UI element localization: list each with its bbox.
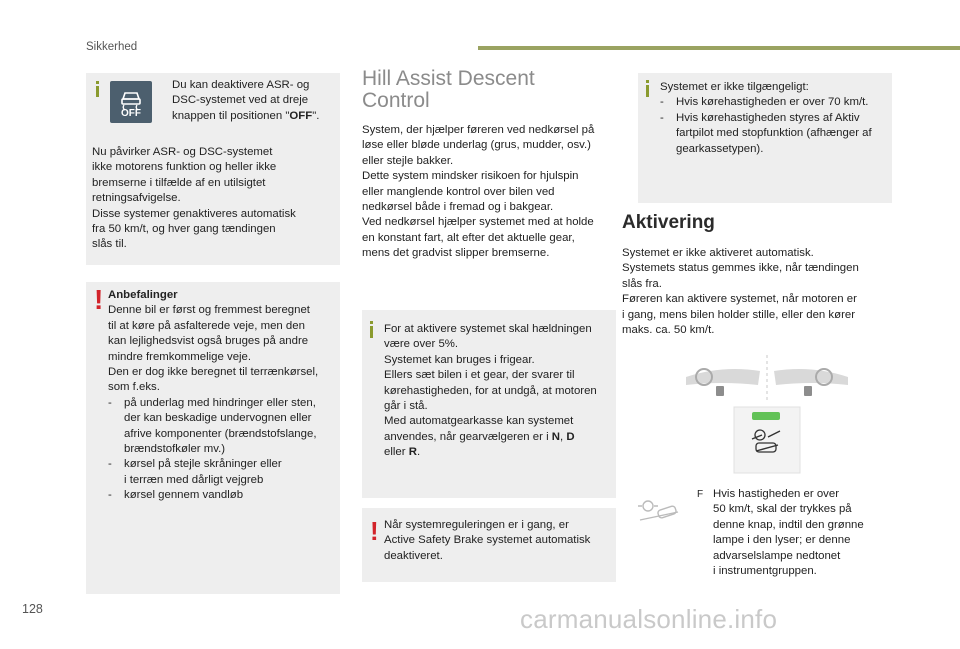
hadc-conditions-info-box bbox=[362, 310, 616, 498]
gear-d: D bbox=[566, 430, 575, 443]
text-line: Ellers sæt bilen i et gear, der svarer til bbox=[384, 369, 575, 382]
text-line: i instrumentgruppen. bbox=[713, 565, 817, 578]
title-line: Hill Assist Descent bbox=[362, 67, 535, 90]
off-position: OFF bbox=[289, 109, 313, 122]
text-line: afrive komponenter (brændstofslange, bbox=[124, 427, 317, 440]
text-line: gearkassetypen). bbox=[676, 142, 764, 155]
text-line: kan lejlighedsvist også bruges på andre bbox=[108, 335, 309, 348]
list-item bbox=[108, 396, 338, 458]
text-line: Denne bil er først og fremmest beregnet bbox=[108, 304, 310, 317]
availability-info-box bbox=[638, 73, 892, 203]
info-icon-dot bbox=[370, 321, 373, 324]
text-line: eller stejle bakker. bbox=[362, 154, 454, 167]
page-number: 128 bbox=[22, 602, 43, 616]
text-line: kørsel på stejle skråninger eller bbox=[124, 458, 282, 471]
gear-r: R bbox=[408, 446, 417, 459]
text-line: slås fra. bbox=[622, 277, 662, 290]
warning-exclamation-icon: ! bbox=[370, 516, 379, 546]
text-line: Når systemreguleringen er i gang, er bbox=[384, 519, 569, 531]
title-line: Control bbox=[362, 89, 430, 112]
text-line: være over 5%. bbox=[384, 338, 459, 351]
text-line: bremserne i tilfælde af en utilsigtet bbox=[92, 176, 266, 189]
text-line: Disse systemer genaktiveres automatisk bbox=[92, 207, 296, 220]
warning-exclamation-icon: ! bbox=[94, 284, 104, 315]
hadc-conditions-text bbox=[384, 322, 616, 461]
safety-brake-warning-box bbox=[362, 508, 616, 582]
text-line: går i stå. bbox=[384, 400, 428, 413]
header-rule bbox=[478, 46, 960, 50]
text-line: fra 50 km/t, og hver gang tændingen bbox=[92, 223, 276, 236]
text-line: For at aktivere systemet skal hældningen bbox=[384, 323, 592, 335]
green-status-led bbox=[752, 412, 780, 420]
activation-heading: Aktivering bbox=[622, 212, 715, 233]
text-fragment: anvendes, når gearvælgeren er i bbox=[384, 430, 552, 443]
text-line: Systemets status gemmes ikke, når tændingen bbox=[622, 262, 859, 275]
section-title: Sikkerhed bbox=[86, 41, 138, 53]
list-dash: - bbox=[660, 96, 664, 109]
text-line: maks. ca. 50 km/t. bbox=[622, 324, 715, 337]
step-marker: F bbox=[697, 489, 704, 500]
text-line bbox=[384, 430, 616, 445]
recommendations-warning-box bbox=[86, 282, 340, 594]
text-line: mens det gradvist slipper bremserne. bbox=[362, 247, 550, 260]
text-line: kørsel gennem vandløb bbox=[124, 489, 244, 502]
text-line: Du kan deaktivere ASR- og bbox=[172, 79, 310, 91]
list-item bbox=[660, 111, 892, 157]
text-fragment: ". bbox=[312, 109, 320, 122]
text-line: kørehastigheden, for at undgå, at motoren bbox=[384, 384, 597, 397]
recommendations-text bbox=[108, 288, 338, 504]
watermark: carmanualsonline.info bbox=[520, 604, 778, 634]
text-line: Ved nedkørsel hjælper systemet med at holde bbox=[362, 216, 594, 229]
text-line: Føreren kan aktivere systemet, når motoren er bbox=[622, 293, 857, 306]
text-line: Systemet kan bruges i frigear. bbox=[384, 353, 535, 366]
text-line: Hvis kørehastigheden styres af Aktiv bbox=[676, 111, 860, 124]
text-line: mindre fremkommelige veje. bbox=[108, 350, 252, 363]
hill-descent-small-icon bbox=[636, 498, 682, 524]
availability-title: Systemet er ikke tilgængeligt: bbox=[660, 81, 809, 93]
asr-off-icon bbox=[110, 81, 152, 123]
asr-dsc-info-box bbox=[86, 73, 340, 265]
text-line bbox=[384, 445, 616, 460]
text-line: Dette system mindsker risikoen for hjulspin bbox=[362, 170, 579, 183]
text-fragment: . bbox=[416, 446, 421, 459]
text-line: 50 km/t, skal der trykkes på bbox=[713, 503, 852, 516]
text-line: eller manglende kontrol over bilen ved bbox=[362, 185, 555, 198]
info-icon-dot bbox=[646, 80, 649, 83]
text-line: ikke motorens funktion og heller ikke bbox=[92, 161, 277, 174]
text-line: System, der hjælper føreren ved nedkørsel på bbox=[362, 124, 595, 136]
asr-off-label: OFF bbox=[121, 108, 141, 119]
text-line: i gang, mens bilen holder stille, eller den kører bbox=[622, 308, 855, 321]
text-fragment: knappen til positionen " bbox=[172, 109, 290, 122]
info-icon-bar bbox=[96, 86, 99, 97]
hadc-button-illustration bbox=[682, 355, 852, 485]
text-line: løse eller bløde underlag (grus, mudder, osv.) bbox=[362, 139, 591, 152]
recommendations-title: Anbefalinger bbox=[108, 289, 178, 301]
text-line: på underlag med hindringer eller sten, bbox=[124, 396, 316, 409]
text-line: i terræn med dårligt vejgreb bbox=[124, 473, 264, 486]
info-icon-dot bbox=[96, 81, 99, 84]
text-line: Systemet er ikke aktiveret automatisk. bbox=[622, 247, 814, 259]
text-line: slås til. bbox=[92, 238, 127, 251]
info-icon-bar bbox=[646, 85, 649, 97]
text-line: Nu påvirker ASR- og DSC-systemet bbox=[92, 146, 273, 158]
dashboard-diagram bbox=[682, 355, 852, 485]
text-fragment: , bbox=[560, 430, 567, 443]
hadc-description bbox=[362, 123, 618, 262]
asr-off-body bbox=[92, 145, 337, 253]
text-line: som f.eks. bbox=[108, 381, 160, 394]
text-line: en konstant fart, alt efter det aktuelle gear, bbox=[362, 231, 575, 244]
text-line: lampe i den lyser; er denne bbox=[713, 534, 851, 547]
text-line: Med automatgearkasse kan systemet bbox=[384, 415, 574, 428]
text-line: Den er dog ikke beregnet til terrænkørsel, bbox=[108, 366, 319, 379]
activation-step-text bbox=[713, 487, 893, 579]
gear-n: N bbox=[551, 430, 561, 443]
availability-text bbox=[660, 80, 892, 157]
text-line: DSC-systemet ved at dreje bbox=[172, 94, 309, 107]
text-line: advarselslampe nedtonet bbox=[713, 549, 841, 562]
activation-body bbox=[622, 246, 892, 338]
text-line: retningsafvigelse. bbox=[92, 192, 181, 205]
text-line: denne knap, indtil den grønne bbox=[713, 518, 864, 531]
asr-off-intro bbox=[172, 78, 337, 124]
text-line bbox=[172, 109, 337, 124]
text-line: til at køre på asfalterede veje, men den bbox=[108, 319, 305, 332]
list-item bbox=[660, 95, 892, 110]
text-line: deaktiveret. bbox=[384, 549, 443, 562]
text-line: Active Safety Brake systemet automatisk bbox=[384, 534, 591, 547]
list-dash: - bbox=[108, 396, 112, 409]
list-dash: - bbox=[108, 458, 112, 471]
page-title bbox=[362, 68, 535, 112]
list-dash: - bbox=[660, 111, 664, 124]
text-line: fartpilot med stopfunktion (afhænger af bbox=[676, 127, 872, 140]
text-line: der kan beskadige undervognen eller bbox=[124, 412, 312, 425]
text-line: Hvis hastigheden er over bbox=[713, 488, 839, 500]
list-dash: - bbox=[108, 489, 112, 502]
info-icon-bar bbox=[370, 326, 373, 338]
list-item bbox=[108, 457, 338, 488]
safety-brake-text bbox=[384, 518, 616, 564]
text-line: Hvis kørehastigheden er over 70 km/t. bbox=[676, 96, 869, 109]
text-fragment: eller bbox=[384, 446, 409, 459]
text-line: nedkørsel både i fremad og i bakgear. bbox=[362, 201, 554, 214]
text-line: brændstofkøler mv.) bbox=[124, 443, 226, 456]
list-item bbox=[108, 488, 338, 503]
